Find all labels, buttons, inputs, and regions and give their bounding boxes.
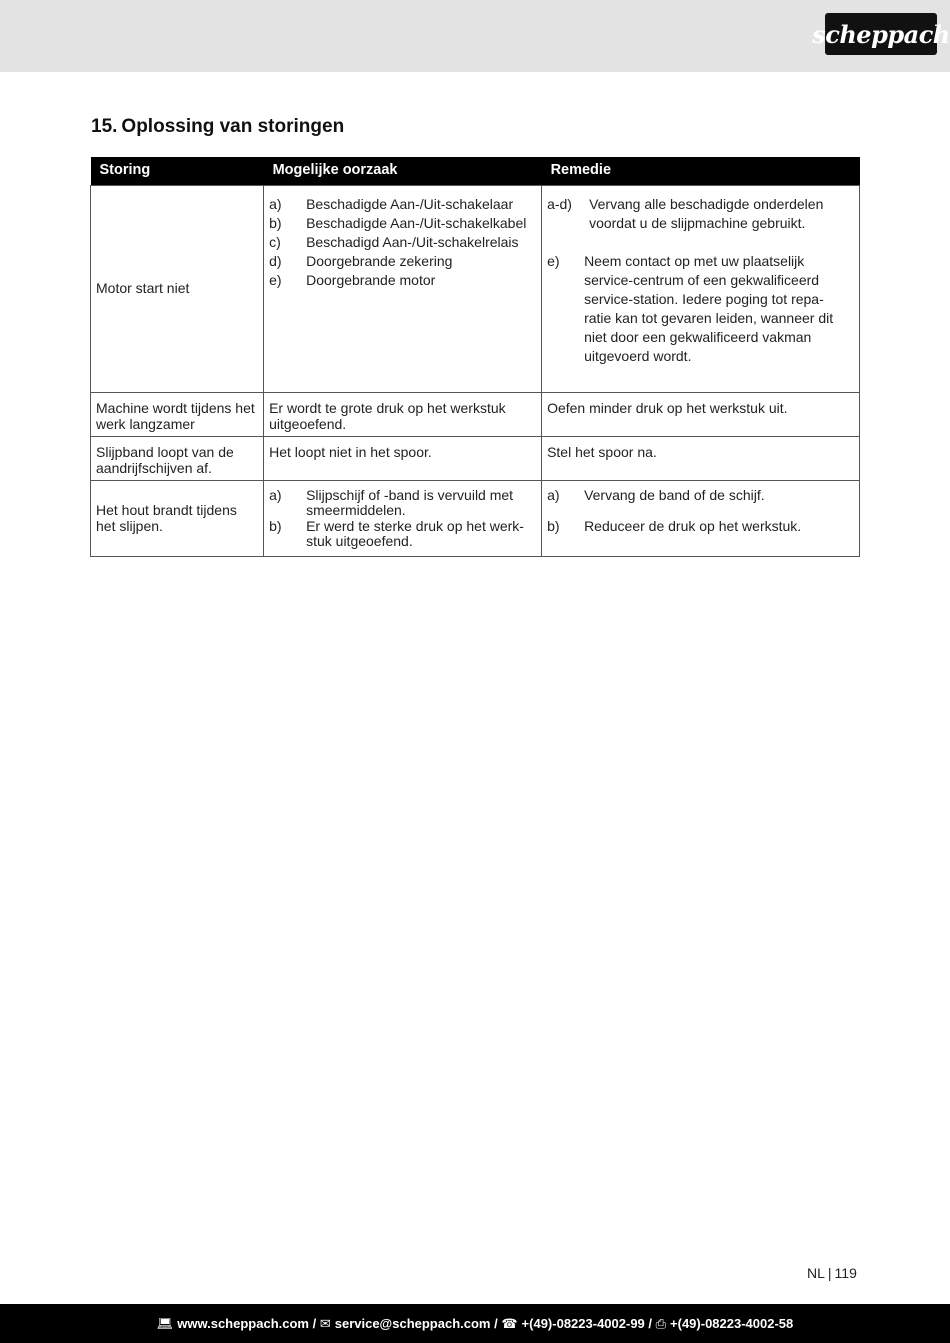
table-row [91,185,860,392]
remedy-cell: Stel het spoor na. [542,436,860,480]
column-header-oorzaak: Mogelijke oorzaak [264,157,542,185]
list-item: a) Vervang de band of de schijf. [547,486,765,503]
column-header-remedie: Remedie [542,157,860,185]
section-title-text: Oplossing van storingen [121,116,345,137]
list-item: a) Beschadigde Aan-/Uit-schakelaar [269,195,514,212]
list-item: a-d) Vervang alle beschadigde onderdelen voordat u de slijpmachine gebruikt. [547,195,824,231]
fax-icon: ⎙ [655,1315,667,1331]
header-band [0,0,950,72]
footer-email-link[interactable]: service@scheppach.com [334,1316,491,1331]
phone-icon: ☎ [501,1315,518,1331]
scheppach-logo: scheppach [825,13,937,55]
list-item: c) Beschadigd Aan-/Uit-schakelrelais [269,233,519,250]
footer-fax: +(49)-08223-4002-58 [670,1316,794,1331]
page-language: NL [807,1265,825,1281]
storing-cell: Machine wordt tijdens het werk langzamer [91,392,264,436]
computer-icon: 💻︎ [156,1315,174,1331]
cause-cell [264,480,542,556]
list-item: a) Slijpschijf of -band is vervuild met smeermiddelen. [269,486,514,518]
list-item: b) Beschadigde Aan-/Uit-schakelkabel [269,214,527,231]
footer-website-link[interactable]: www.scheppach.com [177,1316,309,1331]
troubleshooting-table [90,157,860,557]
page-number [807,1265,857,1281]
section-number: 15. [91,116,118,137]
section-title [91,116,344,138]
cause-cell [264,185,542,392]
table-header-row [91,157,860,185]
list-item: b) Reduceer de druk op het werkstuk. [547,517,802,534]
table-row [91,436,860,480]
list-item: d) Doorgebrande zekering [269,252,453,269]
page-number-value: 119 [834,1265,857,1281]
footer-bar: 💻︎ www.scheppach.com / ✉︎ service@scheppach.com / ☎ +(49)-08223-4002-99 / ⎙ +(49)-08223-4002-58 [0,1304,950,1343]
storing-cell: Slijpband loopt van de aandrijfschijven af. [91,436,264,480]
remedy-cell: Oefen minder druk op het werkstuk uit. [542,392,860,436]
column-header-storing: Storing [91,157,264,185]
email-icon: ✉︎ [319,1315,331,1331]
table-row [91,392,860,436]
page-separator: | [827,1265,832,1281]
remedy-cell [542,185,860,392]
cause-cell: Er wordt te grote druk op het werkstuk uitgeoefend. [264,392,542,436]
storing-cell: Motor start niet [91,185,264,392]
list-item: e) Neem contact op met uw plaatselijk service-centrum of een gekwalificeerd service-station. Iedere poging tot repa-ratie kan tot gevaren leiden, wanneer dit niet door een gekwalificeerd vakman uitgevoerd wordt. [547,252,834,364]
remedy-cell [542,480,860,556]
footer-phone: +(49)-08223-4002-99 [521,1316,645,1331]
storing-cell: Het hout brandt tijdens het slijpen. [91,480,264,556]
list-item: e) Doorgebrande motor [269,271,436,288]
cause-cell: Het loopt niet in het spoor. [264,436,542,480]
list-item: b) Er werd te sterke druk op het werk-stuk uitgeoefend. [269,517,524,549]
table-row [91,480,860,556]
